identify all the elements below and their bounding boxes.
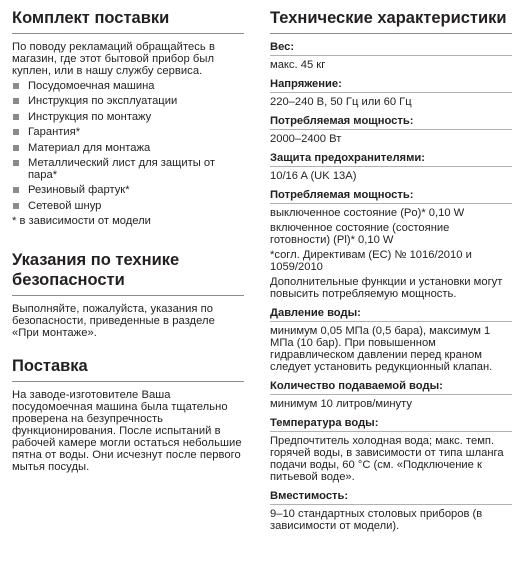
pressure-label: Давление воды: [270, 307, 361, 319]
fuse-label: Защита предохранителями: [270, 152, 425, 164]
square-bullet-icon [13, 145, 19, 151]
list-item: Посудомоечная машина [12, 80, 244, 92]
square-bullet-icon [13, 114, 19, 120]
capacity-value: 9–10 стандартных столовых приборов (в зависимости от модели). [270, 508, 483, 532]
section-divider [270, 33, 512, 34]
consumption-off: выключенное состояние (Po)* 0,10 W [270, 207, 465, 219]
section-divider [12, 295, 244, 296]
square-bullet-icon [13, 203, 19, 209]
list-item: Инструкция по эксплуатации [12, 95, 244, 107]
consumption-standby: включенное состояние (состояние готовности) (Pl)* 0,10 W [270, 222, 450, 246]
weight-value: макс. 45 кг [270, 59, 326, 71]
safety-section [12, 250, 244, 339]
delivery-scope-footnote: * в зависимости от модели [12, 215, 151, 228]
section-divider [12, 33, 244, 34]
delivery-scope-intro: По поводу рекламаций обращайтесь в магазин, где этот бытовой прибор был куплен, или в нашу службу сервиса. [12, 41, 215, 77]
list-item: Гарантия* [12, 126, 244, 138]
power-label: Потребляемая мощность: [270, 115, 414, 127]
capacity-label: Вместимость: [270, 490, 349, 502]
subsection-divider [270, 203, 512, 204]
square-bullet-icon [13, 160, 19, 166]
weight-label: Вес: [270, 41, 295, 53]
voltage-value: 220–240 В, 50 Гц или 60 Гц [270, 96, 412, 108]
flow-label: Количество подаваемой воды: [270, 380, 443, 392]
list-item: Резиновый фартук* [12, 184, 244, 196]
fuse-value: 10/16 A (UK 13A) [270, 170, 357, 182]
list-item: Сетевой шнур [12, 200, 244, 212]
subsection-divider [270, 394, 512, 395]
temperature-label: Температура воды: [270, 417, 379, 429]
voltage-label: Напряжение: [270, 78, 342, 90]
specs-title: Технические характеристики [270, 9, 507, 27]
specs-section [270, 8, 512, 532]
safety-text: Выполняйте, пожалуйста, указания по безопасности, приведенные в разделе «При монтаже». [12, 303, 215, 339]
temperature-value: Предпочтитель холодная вода; макс. темп. горячей воды, в зависимости от типа шланга подачи воды, 60 °C (см. «Подключение к питьевой воде». [270, 435, 504, 483]
square-bullet-icon [13, 187, 19, 193]
safety-title: Указания по технике безопасности [12, 251, 180, 289]
delivery-scope-title: Комплект поставки [12, 9, 170, 27]
delivery-scope-list [12, 80, 244, 212]
square-bullet-icon [13, 83, 19, 89]
delivery-title: Поставка [12, 357, 88, 375]
list-item: Инструкция по монтажу [12, 111, 244, 123]
delivery-text: На заводе-изготовителе Ваша посудомоечная машина была тщательно проверена на безупречность функционирования. После испытаний в рабочей камере могли остаться небольшие пятна от воды. Они исчезнут после первого мытья посуды. [12, 389, 242, 473]
power-value: 2000–2400 Вт [270, 133, 342, 145]
delivery-scope-section [12, 8, 244, 227]
subsection-divider [270, 166, 512, 167]
flow-value: минимум 10 литров/минуту [270, 398, 412, 410]
subsection-divider [270, 129, 512, 130]
subsection-divider [270, 55, 512, 56]
consumption-note: *согл. Директивам (ЕС) № 1016/2010 и 1059/2010 [270, 249, 472, 273]
subsection-divider [270, 92, 512, 93]
square-bullet-icon [13, 98, 19, 104]
subsection-divider [270, 431, 512, 432]
square-bullet-icon [13, 129, 19, 135]
delivery-section [12, 356, 244, 473]
subsection-divider [270, 504, 512, 505]
section-divider [12, 381, 244, 382]
consumption-label: Потребляемая мощность: [270, 189, 414, 201]
list-item: Материал для монтажа [12, 142, 244, 154]
pressure-value: минимум 0,05 МПа (0,5 бара), максимум 1 МПа (10 бар). При повышенном гидравлическом давлении перед краном следует установить редукционный клапан. [270, 325, 493, 373]
list-item: Металлический лист для защиты от пара* [12, 157, 244, 181]
subsection-divider [270, 321, 512, 322]
consumption-extra: Дополнительные функции и установки могут повысить потребляемую мощность. [270, 276, 503, 300]
